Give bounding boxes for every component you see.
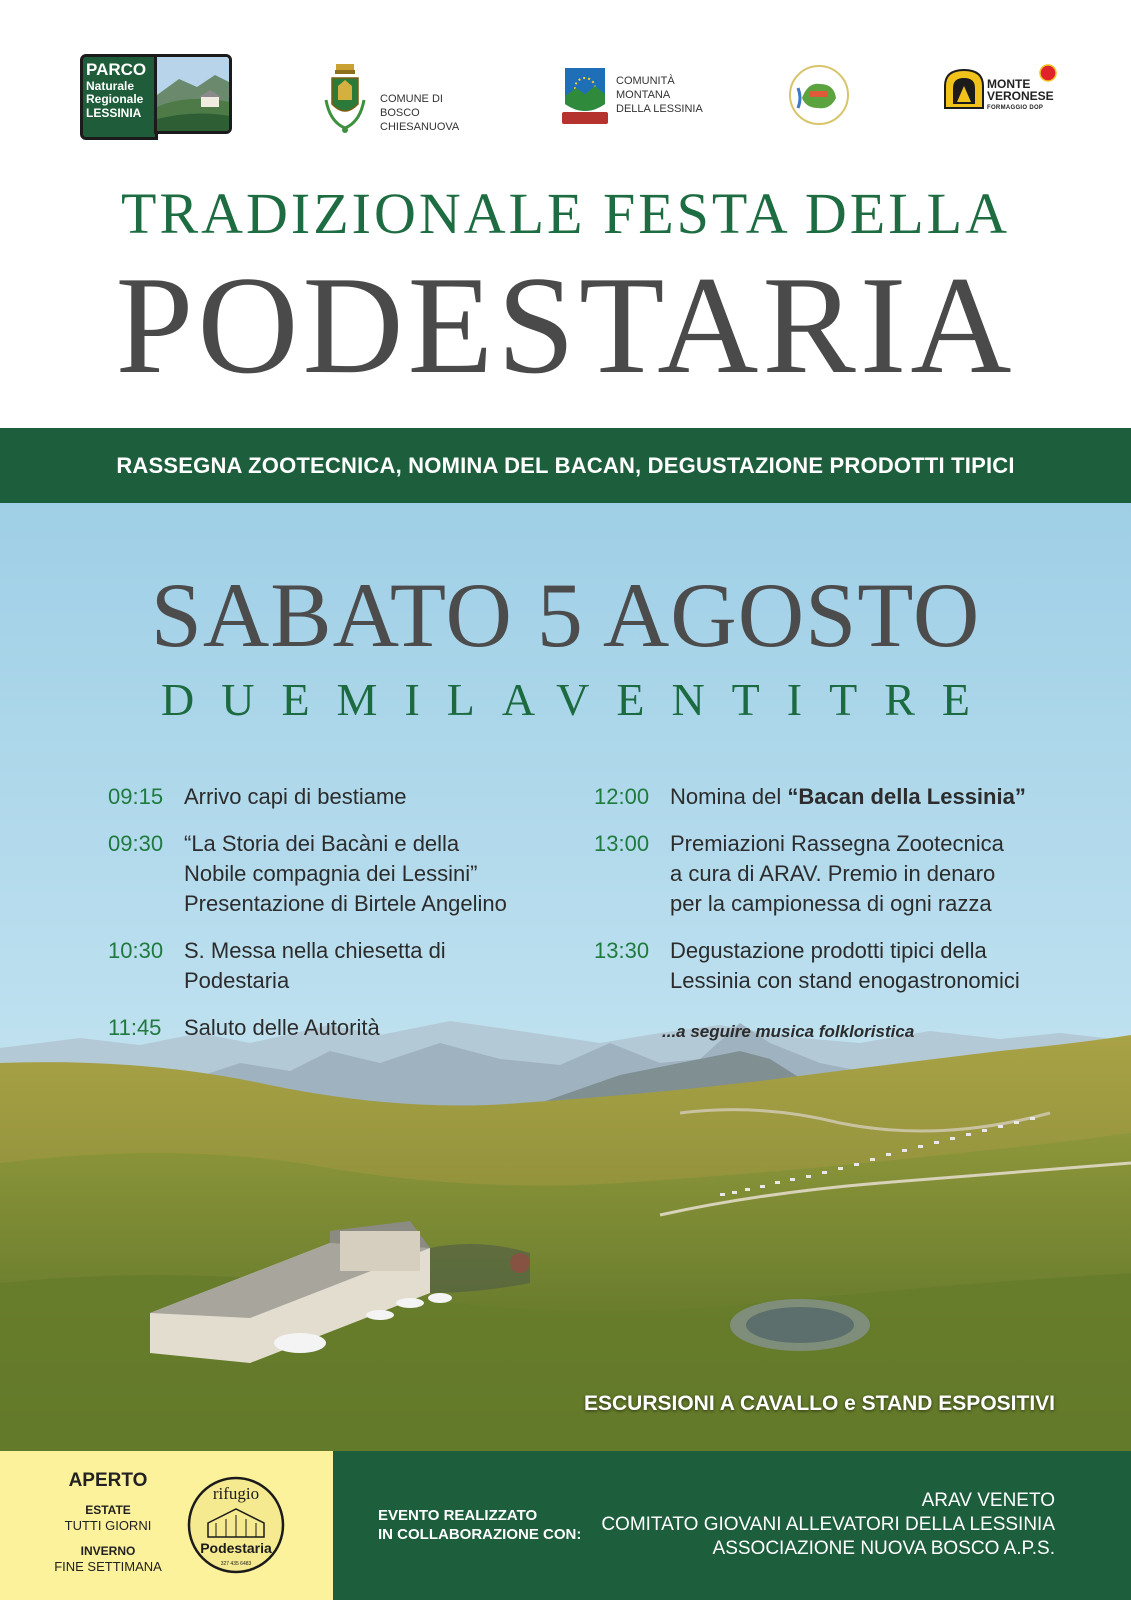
monte-line2: VERONESE bbox=[987, 89, 1054, 103]
schedule-right-column bbox=[594, 782, 1034, 1013]
follow-up-note: ...a seguire musica folkloristica bbox=[662, 1022, 915, 1041]
schedule-desc bbox=[184, 936, 548, 996]
comunita-montana-icon bbox=[562, 66, 608, 126]
monte-line1: MONTE bbox=[987, 77, 1031, 91]
inverno-value: FINE SETTIMANA bbox=[54, 1559, 162, 1574]
schedule-desc bbox=[670, 829, 1004, 919]
desc-line: “La Storia dei Bacàni e della bbox=[184, 831, 460, 856]
monte-veronese-text bbox=[987, 78, 1054, 114]
rifugio-name: Podestaria bbox=[200, 1540, 272, 1556]
consorzio-seal-icon bbox=[788, 64, 850, 126]
comune-bosco-logo bbox=[322, 60, 492, 135]
dop-seal-icon bbox=[1039, 64, 1057, 82]
logos-row bbox=[0, 50, 1131, 145]
schedule-desc bbox=[184, 782, 407, 812]
schedule-item bbox=[594, 829, 1034, 919]
schedule-item bbox=[108, 829, 548, 919]
rifugio-word: rifugio bbox=[212, 1484, 260, 1503]
desc-line: Degustazione prodotti tipici della bbox=[670, 938, 987, 963]
desc-line: Lessinia con stand enogastronomici bbox=[670, 968, 1020, 993]
collab-line1: EVENTO REALIZZATO bbox=[378, 1507, 538, 1524]
bacan-title: “Bacan della Lessinia” bbox=[787, 784, 1026, 809]
schedule-time: 09:30 bbox=[108, 831, 164, 856]
schedule-left-column bbox=[108, 782, 548, 1060]
parco-landscape-icon bbox=[154, 54, 232, 134]
schedule-item bbox=[594, 782, 1034, 812]
collab-label bbox=[378, 1506, 581, 1544]
montana-line1: COMUNITÀ bbox=[616, 75, 675, 87]
estate-label: ESTATE bbox=[85, 1503, 131, 1517]
aperto-title: APERTO bbox=[68, 1470, 148, 1491]
rifugio-phone: 327 435 6483 bbox=[220, 1561, 252, 1567]
schedule-item bbox=[108, 936, 548, 996]
montana-line2: MONTANA bbox=[616, 89, 671, 101]
desc-line: a cura di ARAV. Premio in denaro bbox=[670, 861, 996, 886]
desc-line: Premiazioni Rassegna Zootecnica bbox=[670, 831, 1004, 856]
partner-item: COMITATO GIOVANI ALLEVATORI DELLA LESSINIA bbox=[601, 1514, 1055, 1535]
comune-line2: BOSCO CHIESANUOVA bbox=[380, 107, 460, 133]
schedule-desc bbox=[184, 829, 507, 919]
schedule-time: 12:00 bbox=[594, 784, 650, 809]
parco-logo-text bbox=[80, 54, 158, 140]
partners-list bbox=[601, 1489, 1055, 1561]
schedule-time: 13:30 bbox=[594, 938, 650, 963]
event-title-line1: TRADIZIONALE FESTA DELLA bbox=[121, 181, 1010, 246]
event-title-line2: PODESTARIA bbox=[115, 248, 1016, 403]
montana-caption bbox=[616, 74, 716, 116]
desc-line: Presentazione di Birtele Angelino bbox=[184, 891, 507, 916]
schedule-time: 09:15 bbox=[108, 784, 164, 809]
comune-crest-icon bbox=[322, 60, 368, 135]
desc-line: S. Messa nella chiesetta di Podestaria bbox=[184, 938, 446, 993]
schedule-time: 11:45 bbox=[108, 1015, 162, 1040]
collab-line2: IN COLLABORAZIONE CON: bbox=[378, 1526, 582, 1543]
schedule-time: 10:30 bbox=[108, 938, 164, 963]
partner-item: ARAV VENETO bbox=[921, 1490, 1055, 1511]
event-date: SABATO 5 AGOSTO bbox=[150, 564, 981, 666]
consorzio-round-logo bbox=[788, 64, 850, 126]
comune-line1: COMUNE DI bbox=[380, 93, 443, 105]
opening-hours bbox=[20, 1469, 196, 1575]
subtitle-band: RASSEGNA ZOOTECNICA, NOMINA DEL BACAN, DEGUSTAZIONE PRODOTTI TIPICI bbox=[0, 428, 1131, 503]
desc-line: Nobile compagnia dei Lessini” bbox=[184, 861, 478, 886]
desc-line: per la campionessa di ogni razza bbox=[670, 891, 992, 916]
desc-prefix: Nomina del bbox=[670, 784, 788, 809]
escursioni-caption: ESCURSIONI A CAVALLO e STAND ESPOSITIVI bbox=[584, 1392, 1055, 1415]
rifugio-podestaria-logo bbox=[186, 1475, 286, 1575]
inverno-label: INVERNO bbox=[80, 1544, 136, 1558]
schedule-item bbox=[594, 936, 1034, 996]
desc-line: Arrivo capi di bestiame bbox=[184, 784, 407, 809]
monte-veronese-icon bbox=[943, 68, 985, 112]
parco-line1: PARCO bbox=[86, 60, 147, 79]
monte-line3: FORMAGGIO DOP bbox=[987, 105, 1044, 111]
comune-caption bbox=[380, 92, 500, 134]
estate-value: TUTTI GIORNI bbox=[64, 1518, 152, 1533]
parco-line4: LESSINIA bbox=[86, 106, 142, 120]
schedule-time: 13:00 bbox=[594, 831, 650, 856]
parco-line3: Regionale bbox=[86, 92, 144, 106]
monte-veronese-logo bbox=[943, 68, 1059, 118]
schedule-desc bbox=[670, 782, 1026, 812]
desc-line: Saluto delle Autorità bbox=[184, 1015, 380, 1040]
schedule-desc bbox=[670, 936, 1020, 996]
parco-line2: Naturale bbox=[86, 79, 135, 93]
schedule-desc bbox=[184, 1013, 380, 1043]
parco-lessinia-logo bbox=[80, 54, 232, 140]
comunita-montana-logo bbox=[558, 66, 708, 128]
montana-line3: DELLA LESSINIA bbox=[616, 103, 703, 115]
schedule-item bbox=[108, 782, 548, 812]
schedule-item bbox=[108, 1013, 548, 1043]
event-year: DUEMILAVENTITRE bbox=[161, 674, 997, 725]
partner-item: ASSOCIAZIONE NUOVA BOSCO A.P.S. bbox=[712, 1538, 1055, 1559]
